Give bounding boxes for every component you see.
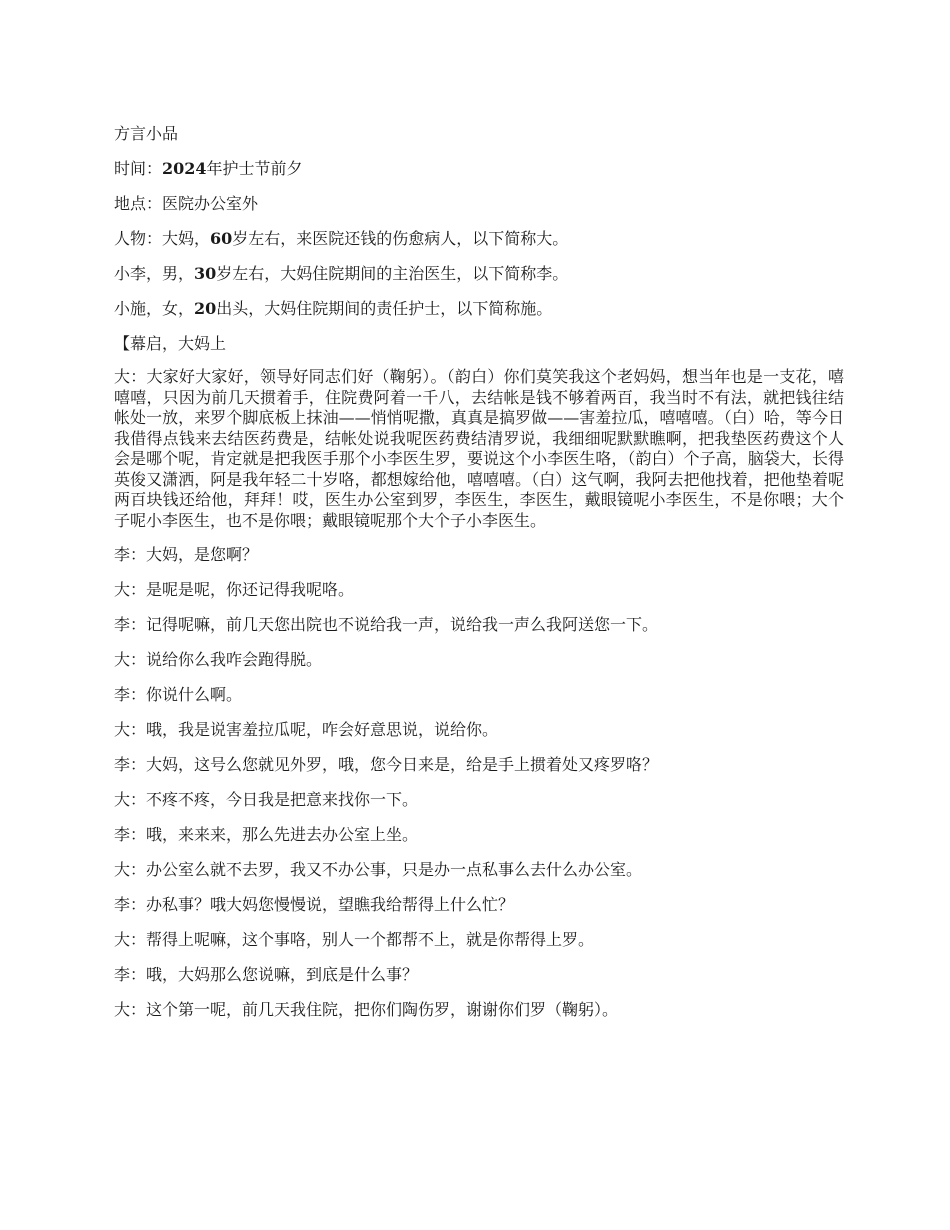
info-time: [114, 157, 844, 180]
dialogue-line: 李：你说什么啊。: [114, 685, 243, 704]
info-xiaoshi-label: 小施，女，: [114, 299, 195, 318]
dialogue-line: 大：不疼不疼，今日我是把意来找你一下。: [114, 790, 419, 809]
info-characters: [114, 227, 844, 250]
info-xiaoli-text: 岁左右，大妈住院期间的主治医生，以下简称李。: [216, 264, 569, 283]
dialogue-line: 李：哦，来来来，那么先进去办公室上坐。: [114, 825, 419, 844]
info-characters-label: 人物：大妈，: [114, 229, 211, 248]
dialogue-line: 大：帮得上呢嘛，这个事咯，别人一个都帮不上，就是你帮得上罗。: [114, 930, 595, 949]
document-page: [114, 122, 844, 1033]
info-xiaoshi-text: 出头，大妈住院期间的责任护士，以下简称施。: [216, 299, 553, 318]
dialogue-line: 大：办公室么就不去罗，我又不办公事，只是办一点私事么去什么办公室。: [114, 860, 643, 879]
info-xiaoli: [114, 262, 844, 285]
info-xiaoshi-age: 20: [194, 299, 217, 318]
opening-monologue: 大：大家好大家好，领导好同志们好（鞠躬）。（韵白）你们莫笑我这个老妈妈，想当年也是一支花，嘻嘻嘻，只因为前几天掼着手，住院费阿着一千八，去结帐是钱不够着两百，我当时不有法，就把钱往结帐处一放，来罗个脚底板上抹油——悄悄呢撒，真真是搞罗做——害羞拉瓜，嘻嘻嘻。（白）哈，等今日我借得点钱来去结医药费是，结帐处说我呢医药费结清罗说，我细细呢默默瞧啊，把我垫医药费这个人会是哪个呢，肯定就是把我医手那个小李医生罗，要说这个小李医生咯，（韵白）个子高，脑袋大，长得英俊又潇洒，阿是我年轻二十岁咯，都想嫁给他，嘻嘻嘻。（白）这气啊，我阿去把他找着，把他垫着呢两百块钱还给他，拜拜！哎，医生办公室到罗，李医生，李医生，戴眼镜呢小李医生，不是你喂；大个子呢小李医生，也不是你喂；戴眼镜呢那个大个子小李医生。: [114, 367, 844, 530]
dialogue-line: 大：这个第一呢，前几天我住院，把你们陶伤罗，谢谢你们罗（鞠躬）。: [114, 1000, 619, 1019]
info-time-year: 2024: [162, 159, 207, 178]
dialogue-line: 李：大妈，这号么您就见外罗，哦，您今日来是，给是手上掼着处又疼罗咯？: [114, 755, 659, 774]
dialogue-line: 李：哦，大妈那么您说嘛，到底是什么事？: [114, 965, 419, 984]
dialogue-line: 大：哦，我是说害羞拉瓜呢，咋会好意思说，说给你。: [114, 720, 499, 739]
info-xiaoshi: [114, 297, 844, 320]
info-characters-text: 岁左右，来医院还钱的伤愈病人，以下简称大。: [232, 229, 569, 248]
dialogue-line: 大：说给你么我咋会跑得脱。: [114, 650, 323, 669]
info-xiaoli-label: 小李，男，: [114, 264, 195, 283]
info-place-text: 地点：医院办公室外: [114, 194, 259, 213]
dialogue-line: 李：大妈，是您啊？: [114, 545, 259, 564]
info-place: [114, 192, 844, 215]
dialogue-line: 李：办私事？哦大妈您慢慢说，望瞧我给帮得上什么忙？: [114, 895, 515, 914]
doc-title: 方言小品: [114, 124, 179, 143]
dialogue-line: 大：是呢是呢，你还记得我呢咯。: [114, 580, 355, 599]
dialogue-line: 李：记得呢嘛，前几天您出院也不说给我一声，说给我一声么我阿送您一下。: [114, 615, 659, 634]
stage-direction: 【幕启，大妈上: [114, 334, 227, 353]
info-time-label: 时间：: [114, 159, 163, 178]
info-characters-age: 60: [210, 229, 233, 248]
info-xiaoli-age: 30: [194, 264, 217, 283]
info-time-text: 年护士节前夕: [206, 159, 303, 178]
